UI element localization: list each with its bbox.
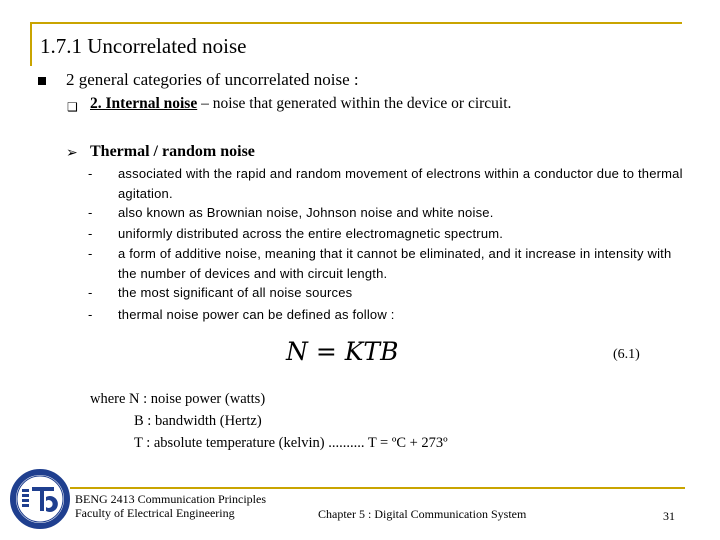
dash-bullet: -	[88, 285, 93, 300]
chapter-title: Chapter 5 : Digital Communication System	[318, 507, 527, 521]
sub-item-text: the most significant of all noise sources	[118, 285, 353, 300]
sub-item-text: associated with the rapid and random movement of electrons within a conductor due to thermal agitation.	[118, 166, 683, 201]
course-name: BENG 2413 Communication Principles	[75, 492, 266, 506]
def-line-n: where N : noise power (watts)	[90, 391, 266, 407]
def-line-b: B : bandwidth (Hertz)	[134, 413, 262, 429]
footer-rule	[70, 487, 685, 489]
footer-left	[75, 492, 266, 520]
equation-number: (6.1)	[613, 347, 640, 362]
sub-item-text: thermal noise power can be defined as follow :	[118, 307, 395, 322]
page-number: 31	[663, 509, 675, 523]
thermal-noise-heading: Thermal / random noise	[90, 143, 255, 160]
noise-power-formula: N = KTB	[286, 337, 399, 366]
dash-bullet: -	[88, 205, 93, 220]
hollow-square-bullet-icon: ❑	[67, 100, 78, 114]
sub-item-text: a form of additive noise, meaning that it cannot be eliminated, and it increase in intensity with the number of devices and with circuit length.	[118, 246, 672, 281]
dash-bullet: -	[88, 226, 93, 241]
def-line-t: T : absolute temperature (kelvin) .......... T = ºC + 273º	[134, 435, 448, 451]
sub-item-text: uniformly distributed across the entire electromagnetic spectrum.	[118, 226, 504, 241]
bullet-categories: 2 general categories of uncorrelated noise :	[66, 70, 359, 89]
dash-bullet: -	[88, 166, 93, 181]
internal-noise-desc: – noise that generated within the device or circuit.	[197, 95, 512, 112]
university-logo	[8, 467, 72, 531]
slide-title: 1.7.1 Uncorrelated noise	[40, 34, 247, 58]
internal-noise-label: 2. Internal noise	[90, 95, 198, 112]
variable-definitions	[90, 388, 448, 454]
square-bullet-icon	[38, 77, 46, 85]
sub-item-text: also known as Brownian noise, Johnson noise and white noise.	[118, 205, 494, 220]
dash-bullet: -	[88, 246, 93, 261]
internal-noise-item	[90, 95, 511, 113]
dash-bullet: -	[88, 307, 93, 322]
faculty-name: Faculty of Electrical Engineering	[75, 506, 235, 520]
arrow-bullet-icon: ➢	[66, 146, 78, 161]
